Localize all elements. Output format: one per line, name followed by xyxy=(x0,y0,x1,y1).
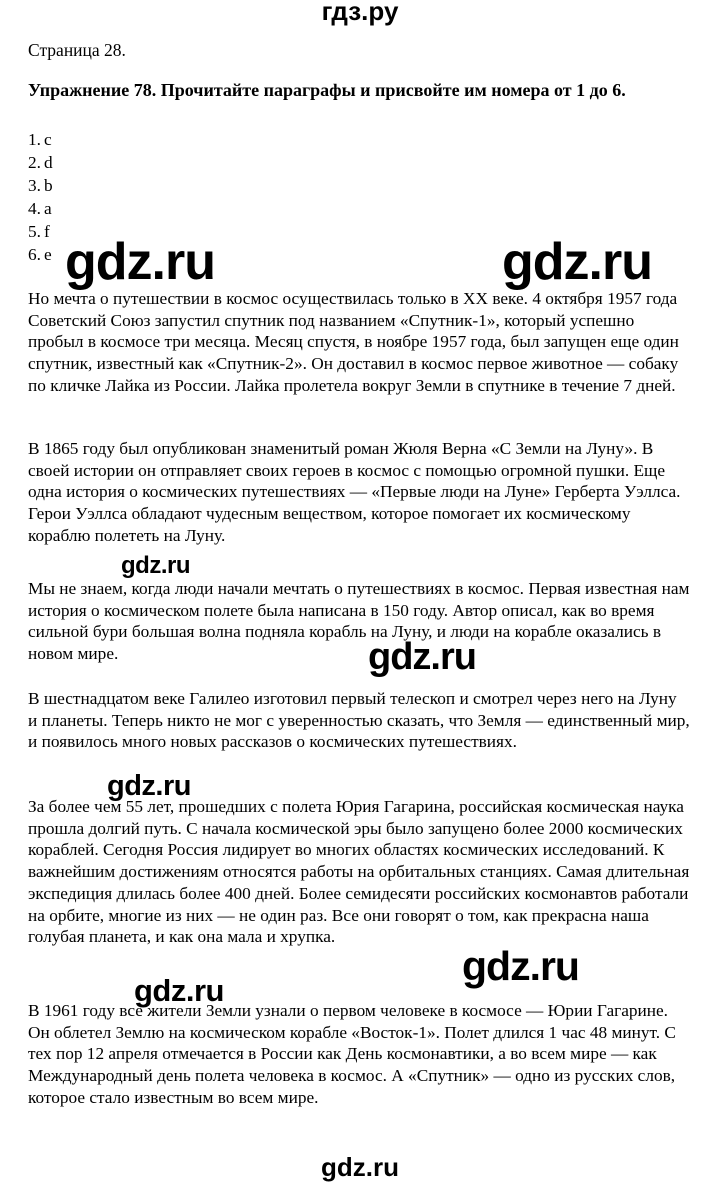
watermark: gdz.ru xyxy=(65,233,215,291)
exercise-heading: Упражнение 78. Прочитайте параграфы и присвойте им номера от 1 до 6. xyxy=(28,80,626,100)
footer-logo: gdz.ru xyxy=(321,1152,399,1182)
answer-number: 3. xyxy=(28,176,41,195)
paragraph-first-story: Мы не знаем, когда люди начали мечтать о путешествиях в космос. Первая известная нам история о космическом полете была написана в 150 году. Автор описал, как во время сильной бури большая волна подняла корабль на Луну, и люди на корабле оказались в новом мире. xyxy=(28,579,690,664)
answers-list xyxy=(28,128,53,266)
answer-letter: f xyxy=(44,222,50,241)
answer-letter: a xyxy=(44,199,52,218)
answer-letter: b xyxy=(44,176,53,195)
answer-number: 2. xyxy=(28,153,41,172)
answer-number: 1. xyxy=(28,130,41,149)
paragraph-russian-science: За более чем 55 лет, прошедших с полета Юрия Гагарина, российская космическая наука прошла долгий путь. С начала космической эры было запущено более 2000 космических кораблей. Сегодня Россия лидирует во многих областях космических исследований. К важнейшим достижениям относятся работы на орбитальных станциях. Самая длительная экспедиция длилась более 400 дней. Более семидесяти российских космонавтов работали на орбите, многие из них — не один раз. Все они говорят о том, как прекрасна наша голубая планета, и как она мала и хрупка. xyxy=(28,797,690,947)
answer-number: 4. xyxy=(28,199,41,218)
watermark: gdz.ru xyxy=(134,973,224,1008)
answer-letter: e xyxy=(44,245,52,264)
paragraph-jules-verne: В 1865 году был опубликован знаменитый роман Жюля Верна «С Земли на Луну». В своей истории он отправляет своих героев в космос с помощью огромной пушки. Еще одна история о космических путешествиях — «Первые люди на Луне» Герберта Уэллса. Герои Уэллса обладают чудесным веществом, которое помогает их космическому кораблю полететь на Луну. xyxy=(28,439,681,545)
watermark: gdz.ru xyxy=(462,943,579,989)
paragraph-gagarin: В 1961 году все жители Земли узнали о первом человеке в космосе — Юрии Гагарине. Он облетел Землю на космическом корабле «Восток-1». Полет длился 1 час 48 минут. С тех пор 12 апреля отмечается в России как День космонавтики, а во всем мире — как Международный день полета человека в космос. А «Спутник» — одно из русских слов, которое стало известным во всем мире. xyxy=(28,1001,676,1107)
watermark: gdz.ru xyxy=(107,770,191,802)
paragraph-sputnik: Но мечта о путешествии в космос осуществилась только в XX веке. 4 октября 1957 года Советский Союз запустил спутник под названием «Спутник-1», который успешно пробыл в космосе три месяца. Месяц спустя, в ноябре 1957 года, был запущен еще один спутник, известный как «Спутник-2». Он доставил в космос первое животное — собаку по кличке Лайка из России. Лайка пролетела вокруг Земли в спутнике в течение 7 дней. xyxy=(28,289,679,395)
answer-item xyxy=(28,151,53,174)
paragraph-galileo: В шестнадцатом веке Галилео изготовил первый телескоп и смотрел через него на Луну и планеты. Теперь никто не мог с уверенностью сказать, что Земля — единственный мир, и появилось много новых рассказов о космических путешествиях. xyxy=(28,689,690,752)
page-number-label: Страница 28. xyxy=(28,40,126,60)
answer-number: 5. xyxy=(28,222,41,241)
answer-item xyxy=(28,197,53,220)
answer-number: 6. xyxy=(28,245,41,264)
answer-letter: c xyxy=(44,130,52,149)
answer-item xyxy=(28,128,53,151)
watermark: gdz.ru xyxy=(368,636,476,678)
answer-letter: d xyxy=(44,153,53,172)
answer-item xyxy=(28,220,53,243)
watermark: gdz.ru xyxy=(121,552,190,579)
site-logo: гдз.ру xyxy=(321,0,399,26)
watermark: gdz.ru xyxy=(502,233,652,291)
answer-item xyxy=(28,174,53,197)
answer-item xyxy=(28,243,53,266)
